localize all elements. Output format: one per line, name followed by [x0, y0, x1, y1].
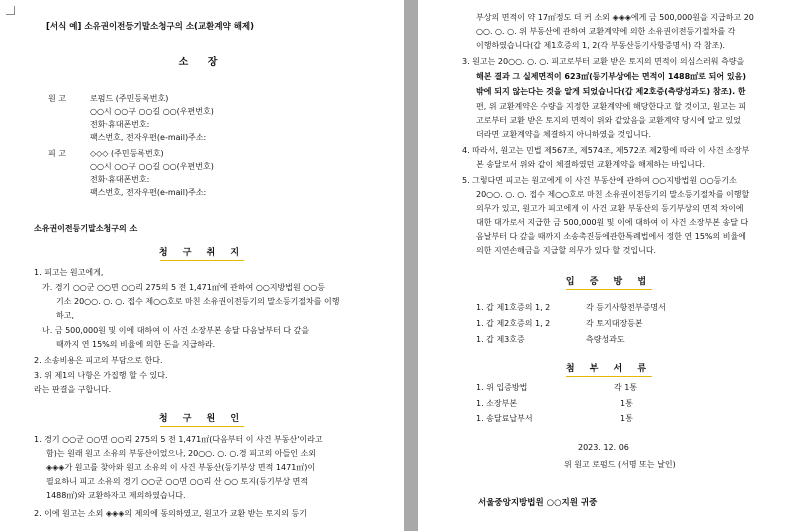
page-corner-mark: [6, 6, 15, 15]
body-line: ○○. ○. ○. 위 부동산에 관하여 교환계약에 의한 소유권이전등기절차를 각: [476, 27, 736, 36]
cause-line: 함)는 원래 원고 소유의 부동산이었으나, 20○○. ○. ○.경 피고의 아들인 소외: [46, 449, 317, 458]
claim-heading: 청 구 취 지: [158, 248, 246, 258]
body-line: 고로부터 교환 받은 토지의 면적이 위와 같았음을 교환계약 당시에 알고 있었: [476, 116, 741, 125]
body-line: 20○○. ○. ○. 접수 제○○호로 마친 소유권이전등기의 말소등기절차를 이행할: [476, 190, 750, 199]
attachment-qty: 각 1통: [614, 383, 638, 392]
case-name: 소유권이전등기말소청구의 소: [34, 224, 138, 233]
attachment-qty: 1통: [620, 414, 633, 423]
plaintiff-phone: 전화·휴대폰번호:: [90, 120, 150, 129]
cause-heading: 청 구 원 인: [158, 414, 246, 424]
filing-date: 2023. 12. 06: [578, 443, 629, 452]
claim-line: 기소 20○○. ○. ○. 접수 제○○호로 마친 소유권이전등기의 말소등기절차를 이행: [56, 297, 340, 306]
claim-line: 2. 소송비용은 피고의 부담으로 한다.: [34, 356, 163, 365]
cause-line: ◈◈◈가 원고를 찾아와 원고 소유의 이 사건 부동산(등기부상 면적 1471㎡)이: [46, 463, 316, 472]
claim-heading-underline: [160, 260, 244, 261]
claim-line: 때까지 연 15%의 비율에 의한 돈을 지급하라.: [56, 340, 216, 349]
cause-line: 1488㎡)와 교환하자고 제의하였습니다.: [46, 491, 186, 500]
body-line: 음날부터 다 갚을 때까지 소송촉진등에관한특례법에서 정한 연 15%의 비율에: [476, 232, 746, 241]
claim-line: 1. 피고는 원고에게,: [34, 268, 104, 277]
cause-line: 1. 경기 ○○군 ○○면 ○○리 275의 5 전 1,471㎡(다음부터 이 사건 부동산'이라고: [34, 435, 323, 444]
attachment-item: 1. 소장부본: [476, 399, 518, 408]
body-line: 4. 따라서, 원고는 민법 제567조, 제574조, 제572조 제2항에 따라 이 사건 소장부: [462, 146, 750, 155]
claim-line: 하고,: [56, 311, 74, 320]
document-page-right: [418, 0, 800, 531]
cause-line: 필요하니 피고 소유의 경기 ○○군 ○○면 ○○리 산 ○○ 토지(등기부상 면적: [46, 477, 309, 486]
page-gap: [404, 0, 418, 531]
body-line: 더라면 교환계약을 체결하지 아니하였을 것입니다.: [476, 130, 652, 139]
evidence-item: 1. 갑 제2호증의 1, 2: [476, 319, 551, 328]
body-line: 편, 위 교환계약은 수량을 지정한 교환계약에 해당한다고 할 것이고, 원고는 피: [476, 102, 747, 111]
form-header: [서식 예] 소유권이전등기말소청구의 소(교환계약 해제): [46, 22, 255, 32]
body-line: 부상의 면적이 약 17㎡정도 더 커 소외 ◈◈◈에게 금 500,000원을 지급하고 20: [476, 13, 754, 22]
evidence-heading: 입 증 방 법: [565, 277, 653, 287]
defendant-role: 피 고: [48, 149, 66, 158]
plaintiff-name: 로펌드 (주민등록번호): [90, 94, 169, 103]
body-line: 본 송달로서 위와 같이 체결하였던 교환계약을 해제하는 바입니다.: [476, 160, 705, 169]
body-line: 3. 원고는 20○○. ○. ○. 피고로부터 교환 받은 토지의 면적이 의심스러워 측량을: [462, 57, 745, 66]
claim-line: 라는 판결을 구합니다.: [34, 385, 112, 394]
evidence-desc: 각 등기사항전부증명서: [586, 303, 666, 312]
claim-line: 가. 경기 ○○군 ○○면 ○○리 275의 5 전 1,471㎡에 관하여 ○○지방법원 ○○등: [42, 283, 325, 292]
cause-heading-underline: [160, 426, 244, 427]
attachments-heading: 첨 부 서 류: [565, 364, 653, 374]
claim-line: 3. 위 제1의 나항은 가집행 할 수 있다.: [34, 371, 168, 380]
evidence-desc: 측량성과도: [586, 335, 625, 344]
attachment-item: 1. 위 입증방법: [476, 383, 528, 392]
court-name: 서울중앙지방법원 ○○지원 귀중: [478, 498, 598, 508]
attachments-heading-underline: [566, 376, 652, 377]
defendant-name: ◇◇◇ (주민등록번호): [90, 149, 164, 158]
defendant-fax-email: 팩스번호, 전자우편(e-mail)주소:: [90, 188, 207, 197]
plaintiff-fax-email: 팩스번호, 전자우편(e-mail)주소:: [90, 133, 207, 142]
evidence-desc: 각 토지대장등본: [586, 319, 643, 328]
plaintiff-role: 원 고: [48, 94, 66, 103]
body-line: 의한 지연손해금을 지급할 의무가 있다 할 것입니다.: [476, 246, 657, 255]
signer-line: 위 원고 로펌드 (서명 또는 날인): [564, 460, 676, 469]
cause-line: 2. 이에 원고는 소외 ◈◈◈의 제의에 동의하였고, 원고가 교환 받는 토지의 등기: [34, 509, 307, 518]
body-line: 5. 그렇다면 피고는 원고에게 이 사건 부동산에 관하여 ○○지방법원 ○○등기소: [462, 176, 737, 185]
plaintiff-address: ○○시 ○○구 ○○길 ○○(우편번호): [90, 107, 214, 116]
evidence-item: 1. 갑 제3호증: [476, 335, 525, 344]
document-title: 소 장: [178, 57, 226, 68]
defendant-phone: 전화·휴대폰번호:: [90, 175, 150, 184]
defendant-address: ○○시 ○○구 ○○길 ○○(우편번호): [90, 162, 214, 171]
body-line: 의무가 있고, 원고가 피고에게 이 사건 교환 부동산의 등기부상의 면적 차이에: [476, 204, 744, 213]
body-line-emphasis: 해본 결과 그 실제면적이 623㎡(등기부상에는 면적이 1488㎡로 되어 있음): [476, 72, 747, 81]
evidence-heading-underline: [566, 289, 652, 290]
claim-line: 나. 금 500,000원 및 이에 대하여 이 사건 소장부본 송달 다음날부터 다 갚을: [42, 326, 310, 335]
body-line: 이행하였습니다(갑 제1호증의 1, 2(각 부동산등기사항증명서) 각 참조).: [476, 41, 726, 50]
attachment-qty: 1통: [620, 399, 633, 408]
body-line-emphasis: 밖에 되지 않는다는 것을 알게 되었습니다(갑 제2호증(측량성과도) 참조). 한: [476, 87, 746, 96]
attachment-item: 1. 송달료납부서: [476, 414, 533, 423]
body-line: 대한 대가로서 지급한 금 500,000원 및 이에 대하여 이 사건 소장부본 송달 다: [476, 218, 749, 227]
evidence-item: 1. 갑 제1호증의 1, 2: [476, 303, 551, 312]
